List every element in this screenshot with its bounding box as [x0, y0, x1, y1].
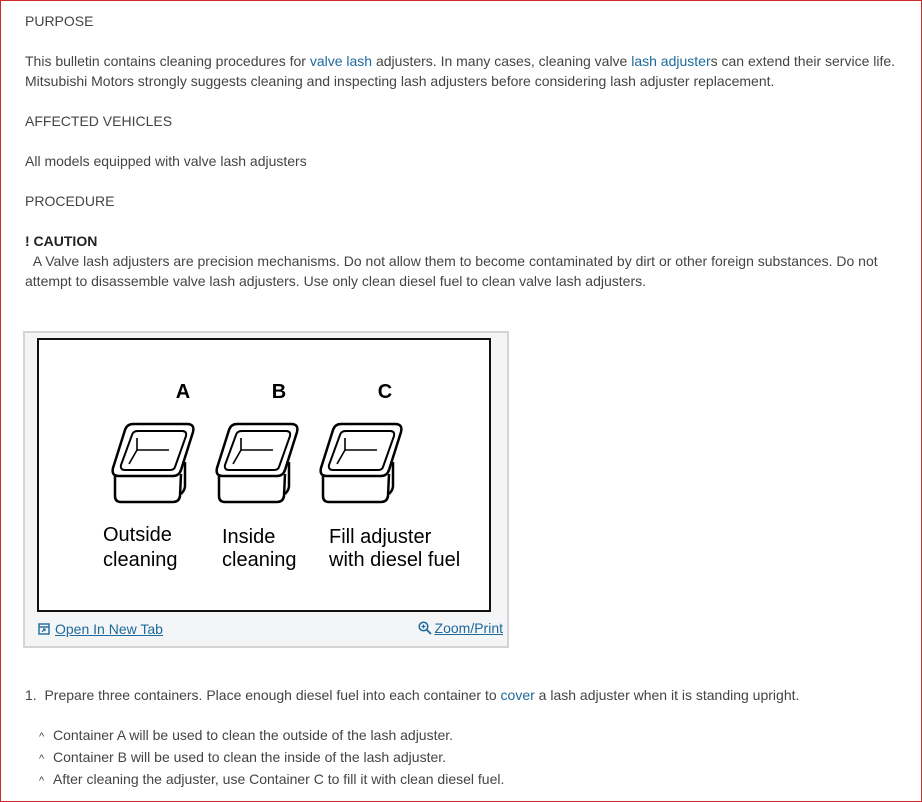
cover-link[interactable]: cover [500, 687, 535, 703]
container-c-label: C [377, 381, 393, 403]
container-c-tray [321, 424, 402, 502]
caption-b-line2: cleaning [222, 549, 297, 571]
cleaning-containers-illustration[interactable] [37, 338, 491, 612]
affected-vehicles-text: All models equipped with valve lash adjusters [25, 153, 307, 169]
caption-c-line1: Fill adjuster [329, 526, 432, 548]
list-item: ^ Container B will be used to clean the inside of the lash adjuster. [39, 747, 909, 769]
purpose-heading: PURPOSE [25, 13, 94, 29]
purpose-text: This bulletin contains cleaning procedures for valve lash adjusters. In many cases, cleaning valve lash adjusters can extend their service life. Mitsubishi Motors strongly suggests cleaning and inspecting lash adjusters before considering lash adjuster replacement. [25, 53, 896, 89]
zoom-label: Zoom/Print [434, 620, 503, 636]
caution-text: A Valve lash adjusters are precision mechanisms. Do not allow them to become contaminated by dirt or other foreign substances. Do not attempt to disassemble valve lash adjusters. Use only clean diesel fuel to clean valve lash adjusters. [25, 253, 878, 289]
affected-vehicles-heading: AFFECTED VEHICLES [25, 113, 173, 129]
procedure-steps [25, 685, 909, 791]
illustration-svg [39, 340, 489, 610]
container-a-tray [113, 424, 194, 502]
caption-b-line1: Inside [222, 526, 276, 548]
figure-container [23, 331, 509, 648]
open-tab-label: Open In New Tab [55, 621, 163, 637]
container-b-tray [217, 424, 298, 502]
lash-adjuster-link[interactable]: lash adjuster [631, 53, 711, 69]
zoom-print-button[interactable] [418, 620, 503, 636]
open-tab-icon [38, 623, 50, 635]
caret-icon: ^ [39, 731, 45, 743]
caption-c-line2: with diesel fuel [329, 549, 461, 571]
caret-icon: ^ [39, 775, 45, 787]
step-1: 1. Prepare three containers. Place enough diesel fuel into each container to cover a lash adjuster when it is standing upright. [25, 687, 800, 703]
bulletin-content [25, 11, 909, 291]
figure-toolbar [25, 618, 507, 642]
valve-lash-link[interactable]: valve lash [309, 53, 373, 69]
container-b-label: B [271, 381, 287, 403]
zoom-icon [418, 621, 432, 635]
procedure-heading: PROCEDURE [25, 193, 115, 209]
list-item: ^ After cleaning the adjuster, use Container C to fill it with clean diesel fuel. [39, 769, 909, 791]
list-item: ^ Container A will be used to clean the outside of the lash adjuster. [39, 725, 909, 747]
caret-icon: ^ [39, 753, 45, 765]
open-in-new-tab-button[interactable] [38, 621, 163, 637]
caution-title: ! CAUTION [25, 233, 98, 249]
caption-a-line1: Outside [103, 524, 172, 546]
container-a-label: A [175, 381, 191, 403]
caption-a-line2: cleaning [103, 549, 178, 571]
